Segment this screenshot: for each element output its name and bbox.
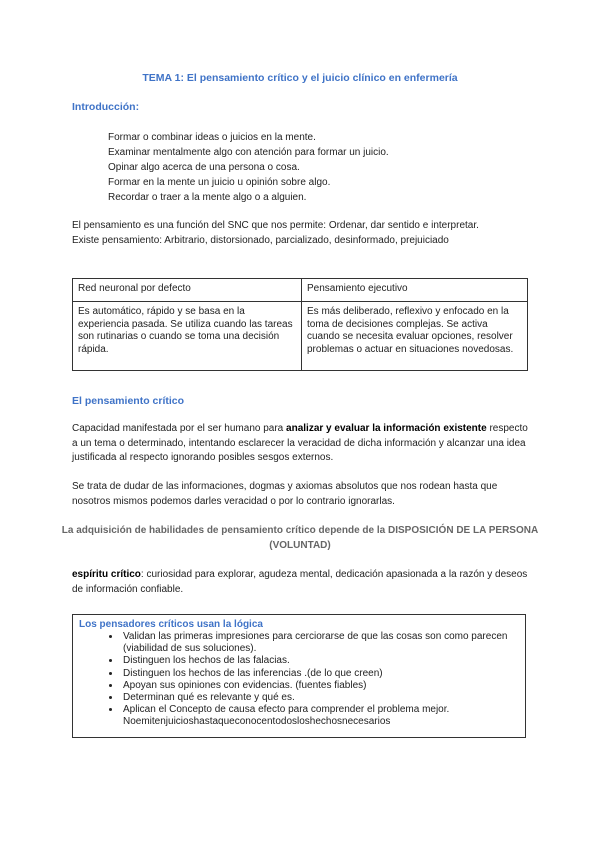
list-item-continuation: Noemitenjuicioshastaqueconocentodosloshechosnecesarios [123, 716, 391, 728]
table-row [73, 302, 528, 371]
table-cell: Es más deliberado, reflexivo y enfocado en la toma de decisiones complejas. Se activa cuando se necesita evaluar opciones, resolver problemas o actuar en situaciones novedosas. [302, 302, 528, 371]
list-item: • Distinguen los hechos de las falacias. [121, 655, 519, 667]
spirit-definition: : curiosidad para explorar, agudeza mental, dedicación apasionada a la razón y deseos de información confiable. [72, 569, 528, 595]
critical-spirit-paragraph [72, 568, 532, 597]
comparison-table [72, 278, 528, 371]
definition-text: Capacidad manifestada por el ser humano para [72, 423, 287, 434]
document-title: TEMA 1: El pensamiento crítico y el juicio clínico en enfermería [142, 72, 458, 84]
intro-item: Opinar algo acerca de una persona o cosa. [108, 162, 300, 173]
intro-list [108, 130, 389, 205]
table-header-cell: Red neuronal por defecto [73, 279, 302, 302]
intro-heading: Introducción: [72, 101, 140, 113]
intro-item: Formar en la mente un juicio u opinión sobre algo. [108, 177, 331, 188]
list-item: • Distinguen los hechos de las inferencias .(de lo que creen) [121, 668, 519, 680]
table-cell: Es automático, rápido y se basa en la experiencia pasada. Se utiliza cuando las tareas son rutinarias o cuando se toma una decisión rápida. [73, 302, 302, 371]
intro-para-line1: El pensamiento es una función del SNC que nos permite: Ordenar, dar sentido e interpretar. [72, 220, 479, 231]
list-item: • Aplican el Concepto de causa efecto para comprender el problema mejor. [121, 704, 519, 716]
critical-heading: El pensamiento crítico [72, 395, 185, 407]
critical-doubt-paragraph: Se trata de dudar de las informaciones, dogmas y axiomas absolutos que nos rodean hasta que nosotros mismos podemos darles veracidad o por lo contrario ignorarlas. [72, 481, 498, 507]
intro-paragraph [72, 219, 542, 248]
box-title: Los pensadores críticos usan la lógica [79, 619, 263, 630]
intro-para-line2: Existe pensamiento: Arbitrario, distorsionado, parcializado, desinformado, prejuiciado [72, 234, 449, 246]
table-header-cell: Pensamiento ejecutivo [302, 279, 528, 302]
box-list [79, 631, 519, 729]
critical-thinkers-box [72, 614, 526, 738]
spirit-term: espíritu crítico [72, 569, 141, 580]
critical-definition [72, 422, 532, 466]
definition-text: respecto a un tema o determinado, intentando esclarecer la veracidad de dicha información y alcanzar una idea justificada al respecto ignorando posibles sesgos externos. [72, 423, 528, 463]
intro-item: Examinar mentalmente algo con atención para formar un juicio. [108, 147, 389, 158]
list-item: • Validan las primeras impresiones para cerciorarse de que las cosas son como parecen (viabilidad de sus soluciones). [121, 631, 519, 655]
intro-item: Recordar o traer a la mente algo o a alguien. [108, 192, 307, 203]
intro-item: Formar o combinar ideas o juicios en la mente. [108, 132, 316, 143]
disposition-statement: La adquisición de habilidades de pensamiento crítico depende de la DISPOSICIÓN DE LA PERSONA (VOLUNTAD) [61, 525, 539, 551]
table-header-row [73, 279, 528, 302]
definition-bold-text: analizar y evaluar la información existente [286, 423, 487, 434]
list-item: • Apoyan sus opiniones con evidencias. (fuentes fiables) [121, 680, 519, 692]
list-item: • Determinan qué es relevante y qué es. [121, 692, 519, 704]
